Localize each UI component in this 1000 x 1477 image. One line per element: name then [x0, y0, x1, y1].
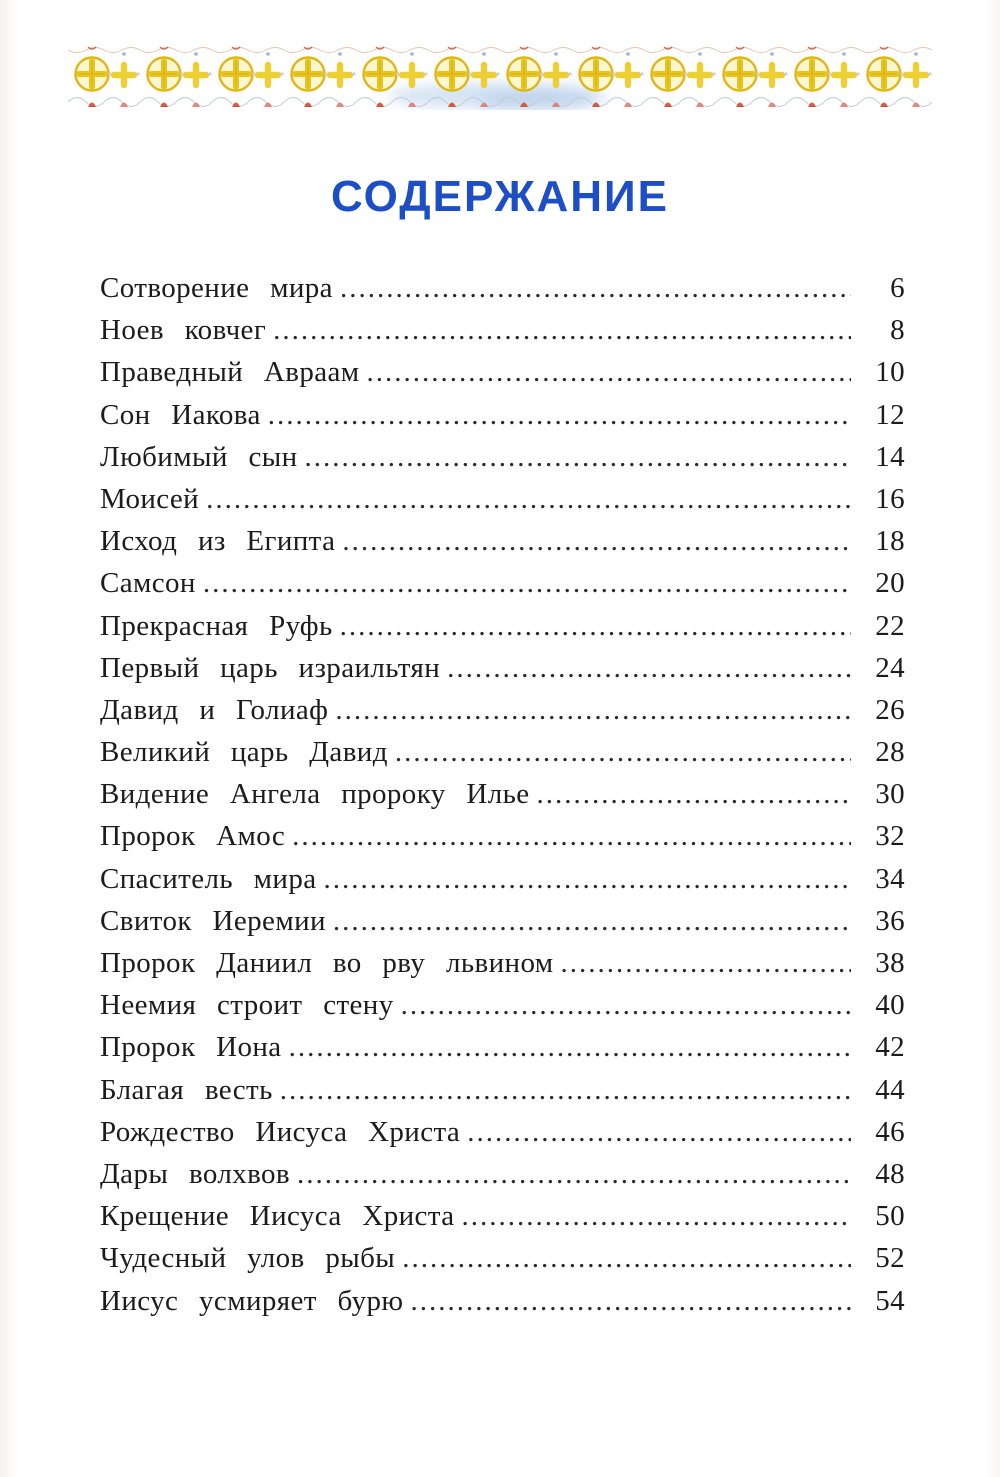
toc-row: [100, 314, 905, 356]
toc-leader-dots: [462, 1200, 851, 1233]
toc-row: [100, 863, 905, 905]
toc-entry-title: Чудесный улов рыбы: [100, 1242, 396, 1275]
toc-entry-page: 38: [875, 947, 905, 979]
toc-leader-dots: [292, 820, 851, 853]
decorative-header-band: [68, 44, 932, 110]
toc-leader-dots: [268, 399, 851, 432]
toc-row: [100, 567, 905, 609]
toc-entry-page: 52: [875, 1242, 905, 1275]
toc-row: [100, 1242, 905, 1284]
toc-entry-page: 20: [875, 567, 905, 600]
toc-leader-dots: [335, 694, 851, 727]
toc-entry-title: Прекрасная Руфь: [100, 609, 333, 642]
toc-entry-page: 22: [875, 609, 905, 642]
toc-entry-page: 16: [875, 482, 905, 515]
toc-leader-dots: [340, 272, 851, 305]
toc-entry-page: 10: [875, 356, 905, 389]
toc-leader-dots: [537, 778, 852, 811]
toc-entry-title: Моисей: [100, 482, 200, 515]
toc-row: [100, 652, 905, 694]
toc-entry-title: Спаситель мира: [100, 862, 317, 895]
toc-entry-page: 14: [875, 440, 905, 473]
toc-leader-dots: [402, 1242, 851, 1275]
toc-leader-dots: [273, 314, 851, 347]
toc-row: [100, 399, 905, 441]
toc-leader-dots: [561, 947, 851, 980]
toc-entry-title: Ноев ковчег: [100, 314, 267, 347]
toc-leader-dots: [367, 356, 851, 389]
toc-entry-title: Сотворение мира: [100, 272, 333, 304]
toc-entry-page: 30: [875, 778, 905, 811]
toc-entry-title: Пророк Иона: [100, 1031, 282, 1064]
toc-entry-title: Рождество Иисуса Христа: [100, 1115, 461, 1148]
toc-entry-page: 26: [875, 693, 905, 726]
toc-entry-title: Иисус усмиряет бурю: [100, 1284, 404, 1317]
toc-entry-page: 40: [875, 989, 905, 1022]
toc-entry-title: Великий царь Давид: [100, 736, 388, 769]
toc-row: [100, 989, 905, 1031]
cross-ornament-band-icon: [68, 44, 932, 110]
toc-leader-dots: [447, 652, 851, 685]
toc-leader-dots: [297, 1158, 851, 1191]
toc-entry-page: 48: [875, 1157, 905, 1190]
toc-row: [100, 947, 905, 989]
toc-leader-dots: [289, 1031, 851, 1064]
toc-row: [100, 1200, 905, 1242]
toc-row: [100, 356, 905, 398]
toc-entry-title: Неемия строит стену: [100, 989, 394, 1022]
toc-entry-title: Пророк Даниил во рву львином: [100, 947, 554, 979]
toc-list: [100, 272, 905, 1327]
toc-leader-dots: [324, 863, 851, 896]
toc-leader-dots: [340, 610, 851, 643]
toc-row: [100, 1158, 905, 1200]
toc-row: [100, 1116, 905, 1158]
toc-entry-title: Пророк Амос: [100, 820, 286, 853]
toc-entry-title: Свиток Иеремии: [100, 904, 326, 937]
toc-row: [100, 778, 905, 820]
toc-row: [100, 525, 905, 567]
toc-entry-page: 24: [875, 651, 905, 684]
toc-entry-title: Крещение Иисуса Христа: [100, 1200, 455, 1233]
toc-entry-page: 54: [875, 1284, 905, 1317]
toc-entry-title: Праведный Авраам: [100, 356, 360, 389]
toc-entry-title: Сон Иакова: [100, 398, 261, 431]
toc-leader-dots: [206, 483, 851, 516]
toc-entry-page: 8: [890, 314, 905, 347]
toc-leader-dots: [280, 1074, 851, 1107]
toc-leader-dots: [333, 905, 851, 938]
toc-row: [100, 483, 905, 525]
toc-entry-page: 28: [875, 736, 905, 769]
toc-leader-dots: [342, 525, 851, 558]
toc-leader-dots: [203, 567, 851, 600]
toc-row: [100, 1031, 905, 1073]
toc-row: [100, 820, 905, 862]
toc-row: [100, 610, 905, 652]
toc-leader-dots: [467, 1116, 851, 1149]
toc-entry-title: Давид и Голиаф: [100, 693, 329, 726]
toc-leader-dots: [401, 989, 851, 1022]
toc-row: [100, 905, 905, 947]
toc-row: [100, 1074, 905, 1116]
toc-entry-title: Благая весть: [100, 1073, 273, 1106]
toc-entry-page: 42: [875, 1031, 905, 1064]
toc-row: [100, 694, 905, 736]
toc-leader-dots: [395, 736, 851, 769]
toc-row: [100, 272, 905, 314]
toc-entry-page: 6: [890, 272, 905, 304]
toc-row: [100, 1285, 905, 1327]
toc-entry-title: Первый царь израильтян: [100, 651, 441, 684]
toc-leader-dots: [410, 1285, 851, 1318]
toc-entry-page: 34: [875, 862, 905, 895]
toc-entry-page: 46: [875, 1115, 905, 1148]
toc-row: [100, 736, 905, 778]
page-title: СОДЕРЖАНИЕ: [330, 172, 670, 221]
toc-leader-dots: [305, 441, 851, 474]
toc-entry-title: Любимый сын: [100, 440, 298, 473]
toc-entry-page: 36: [875, 904, 905, 937]
toc-entry-page: 18: [875, 525, 905, 558]
toc-entry-title: Дары волхвов: [100, 1157, 291, 1190]
toc-entry-page: 50: [875, 1200, 905, 1233]
toc-entry-title: Видение Ангела пророку Илье: [100, 778, 530, 811]
toc-entry-page: 12: [875, 398, 905, 431]
toc-entry-page: 44: [875, 1073, 905, 1106]
toc-entry-page: 32: [875, 820, 905, 853]
toc-entry-title: Самсон: [100, 567, 196, 600]
toc-row: [100, 441, 905, 483]
toc-entry-title: Исход из Египта: [100, 525, 336, 558]
